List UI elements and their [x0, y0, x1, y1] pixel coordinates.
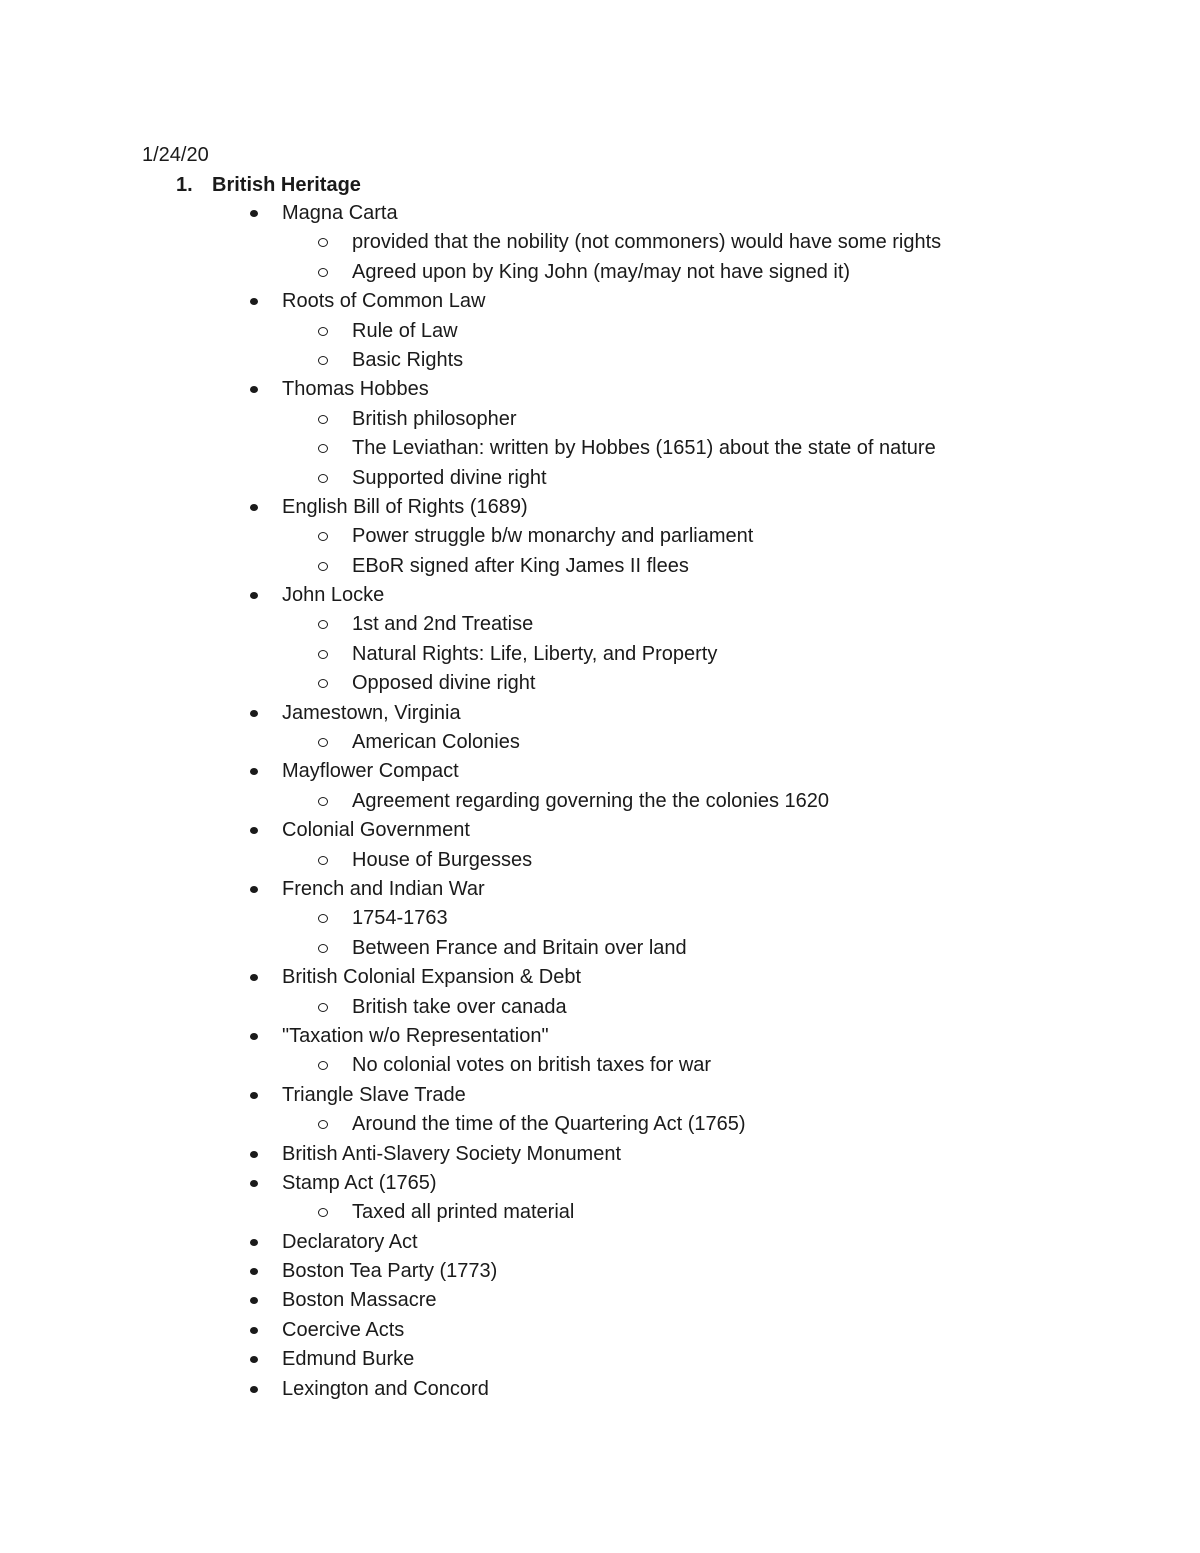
- sub-list-item-text: 1754-1763: [352, 907, 448, 930]
- circle-bullet-icon: [318, 797, 328, 806]
- sub-list-item: [0, 552, 1200, 581]
- list-item: [0, 199, 1200, 228]
- circle-bullet-icon: [318, 327, 328, 336]
- list-item: [0, 1345, 1200, 1374]
- sub-list-item-text: British philosopher: [352, 407, 517, 430]
- sub-list-item: [0, 640, 1200, 669]
- sub-list-item-text: American Colonies: [352, 731, 520, 754]
- section-title: British Heritage: [212, 174, 361, 196]
- sub-list-item-text: Opposed divine right: [352, 672, 536, 695]
- disc-bullet-icon: [250, 298, 258, 305]
- list-item: [0, 816, 1200, 845]
- disc-bullet-icon: [250, 974, 258, 981]
- list-item: [0, 963, 1200, 992]
- sub-list-item-text: EBoR signed after King James II flees: [352, 554, 689, 577]
- sub-list-item-text: Power struggle b/w monarchy and parliament: [352, 525, 754, 548]
- list-item: [0, 375, 1200, 404]
- sub-list-item: [0, 610, 1200, 639]
- list-item: [0, 1316, 1200, 1345]
- disc-bullet-icon: [250, 504, 258, 511]
- circle-bullet-icon: [318, 474, 328, 483]
- sub-list-item: [0, 405, 1200, 434]
- list-item-text: British Anti-Slavery Society Monument: [282, 1142, 622, 1165]
- sub-list-item: [0, 787, 1200, 816]
- sub-list-item: [0, 434, 1200, 463]
- list-item: [0, 1257, 1200, 1286]
- list-item-text: Colonial Government: [282, 819, 470, 842]
- disc-bullet-icon: [250, 768, 258, 775]
- sub-list-item: [0, 669, 1200, 698]
- sub-list-item: [0, 1110, 1200, 1139]
- list-item-text: Boston Tea Party (1773): [282, 1260, 498, 1283]
- sub-list-item-text: Taxed all printed material: [352, 1201, 575, 1224]
- list-item: [0, 1169, 1200, 1198]
- list-item-text: British Colonial Expansion & Debt: [282, 966, 582, 989]
- disc-bullet-icon: [250, 827, 258, 834]
- list-item: [0, 581, 1200, 610]
- sub-list-item-text: Rule of Law: [352, 319, 458, 342]
- circle-bullet-icon: [318, 415, 328, 424]
- list-item-text: Stamp Act (1765): [282, 1171, 437, 1194]
- circle-bullet-icon: [318, 650, 328, 659]
- list-item: [0, 1081, 1200, 1110]
- circle-bullet-icon: [318, 356, 328, 365]
- list-item: [0, 1022, 1200, 1051]
- disc-bullet-icon: [250, 1239, 258, 1246]
- list-item-text: Lexington and Concord: [282, 1377, 489, 1400]
- list-item-text: Declaratory Act: [282, 1230, 418, 1253]
- disc-bullet-icon: [250, 1386, 258, 1393]
- sub-list-item: [0, 258, 1200, 287]
- sub-list-item: [0, 904, 1200, 933]
- note-date: 1/24/20: [142, 144, 209, 166]
- disc-bullet-icon: [250, 386, 258, 393]
- list-item: [0, 493, 1200, 522]
- disc-bullet-icon: [250, 1268, 258, 1275]
- disc-bullet-icon: [250, 1151, 258, 1158]
- circle-bullet-icon: [318, 1208, 328, 1217]
- list-item-text: John Locke: [282, 584, 385, 607]
- list-item-text: Triangle Slave Trade: [282, 1083, 466, 1106]
- sub-list-item-text: The Leviathan: written by Hobbes (1651) about the state of nature: [352, 437, 936, 460]
- sub-list-item-text: Between France and Britain over land: [352, 936, 687, 959]
- list-item-text: Thomas Hobbes: [282, 378, 429, 401]
- sub-list-item: [0, 993, 1200, 1022]
- circle-bullet-icon: [318, 532, 328, 541]
- circle-bullet-icon: [318, 914, 328, 923]
- circle-bullet-icon: [318, 1061, 328, 1070]
- sub-list-item: [0, 522, 1200, 551]
- circle-bullet-icon: [318, 268, 328, 277]
- list-item-text: French and Indian War: [282, 877, 485, 900]
- section-heading: [176, 172, 361, 198]
- sub-list-item: [0, 346, 1200, 375]
- circle-bullet-icon: [318, 1003, 328, 1012]
- sub-list-item-text: 1st and 2nd Treatise: [352, 613, 534, 636]
- list-item-text: English Bill of Rights (1689): [282, 495, 528, 518]
- list-item-text: Magna Carta: [282, 202, 398, 224]
- sub-list-item-text: Agreement regarding governing the the colonies 1620: [352, 789, 829, 812]
- disc-bullet-icon: [250, 1327, 258, 1334]
- sub-list-item-text: Agreed upon by King John (may/may not have signed it): [352, 260, 851, 283]
- circle-bullet-icon: [318, 620, 328, 629]
- disc-bullet-icon: [250, 1033, 258, 1040]
- circle-bullet-icon: [318, 856, 328, 865]
- list-item-text: Roots of Common Law: [282, 290, 486, 313]
- circle-bullet-icon: [318, 738, 328, 747]
- circle-bullet-icon: [318, 238, 328, 247]
- list-item: [0, 875, 1200, 904]
- disc-bullet-icon: [250, 592, 258, 599]
- disc-bullet-icon: [250, 1297, 258, 1304]
- sub-list-item: [0, 728, 1200, 757]
- list-item-text: Jamestown, Virginia: [282, 701, 461, 724]
- circle-bullet-icon: [318, 1120, 328, 1129]
- disc-bullet-icon: [250, 1092, 258, 1099]
- disc-bullet-icon: [250, 1180, 258, 1187]
- list-item: [0, 1286, 1200, 1315]
- circle-bullet-icon: [318, 444, 328, 453]
- sub-list-item-text: Supported divine right: [352, 466, 547, 489]
- list-item-text: Edmund Burke: [282, 1348, 415, 1371]
- sub-list-item-text: provided that the nobility (not commoners) would have some rights: [352, 231, 942, 254]
- sub-list-item-text: House of Burgesses: [352, 848, 533, 871]
- sub-list-item-text: No colonial votes on british taxes for war: [352, 1054, 712, 1077]
- sub-list-item-text: British take over canada: [352, 995, 567, 1018]
- disc-bullet-icon: [250, 1356, 258, 1363]
- sub-list-item-text: Basic Rights: [352, 348, 464, 371]
- sub-list-item-text: Around the time of the Quartering Act (1765): [352, 1113, 746, 1136]
- outline-list: [0, 199, 1200, 1404]
- list-item: [0, 699, 1200, 728]
- sub-list-item: [0, 464, 1200, 493]
- sub-list-item: [0, 1198, 1200, 1227]
- disc-bullet-icon: [250, 886, 258, 893]
- sub-list-item-text: Natural Rights: Life, Liberty, and Property: [352, 642, 718, 665]
- sub-list-item: [0, 846, 1200, 875]
- circle-bullet-icon: [318, 679, 328, 688]
- circle-bullet-icon: [318, 562, 328, 571]
- sub-list-item: [0, 934, 1200, 963]
- disc-bullet-icon: [250, 210, 258, 217]
- list-item-text: Boston Massacre: [282, 1289, 437, 1312]
- sub-list-item: [0, 228, 1200, 257]
- sub-list-item: [0, 1051, 1200, 1080]
- list-item: [0, 1375, 1200, 1404]
- list-item: [0, 1140, 1200, 1169]
- list-item: [0, 1228, 1200, 1257]
- list-item-text: Mayflower Compact: [282, 760, 459, 783]
- section-number: 1.: [176, 174, 193, 196]
- list-item: [0, 757, 1200, 786]
- sub-list-item: [0, 317, 1200, 346]
- list-item-text: "Taxation w/o Representation": [282, 1024, 549, 1047]
- list-item-text: Coercive Acts: [282, 1318, 405, 1341]
- disc-bullet-icon: [250, 710, 258, 717]
- list-item: [0, 287, 1200, 316]
- circle-bullet-icon: [318, 944, 328, 953]
